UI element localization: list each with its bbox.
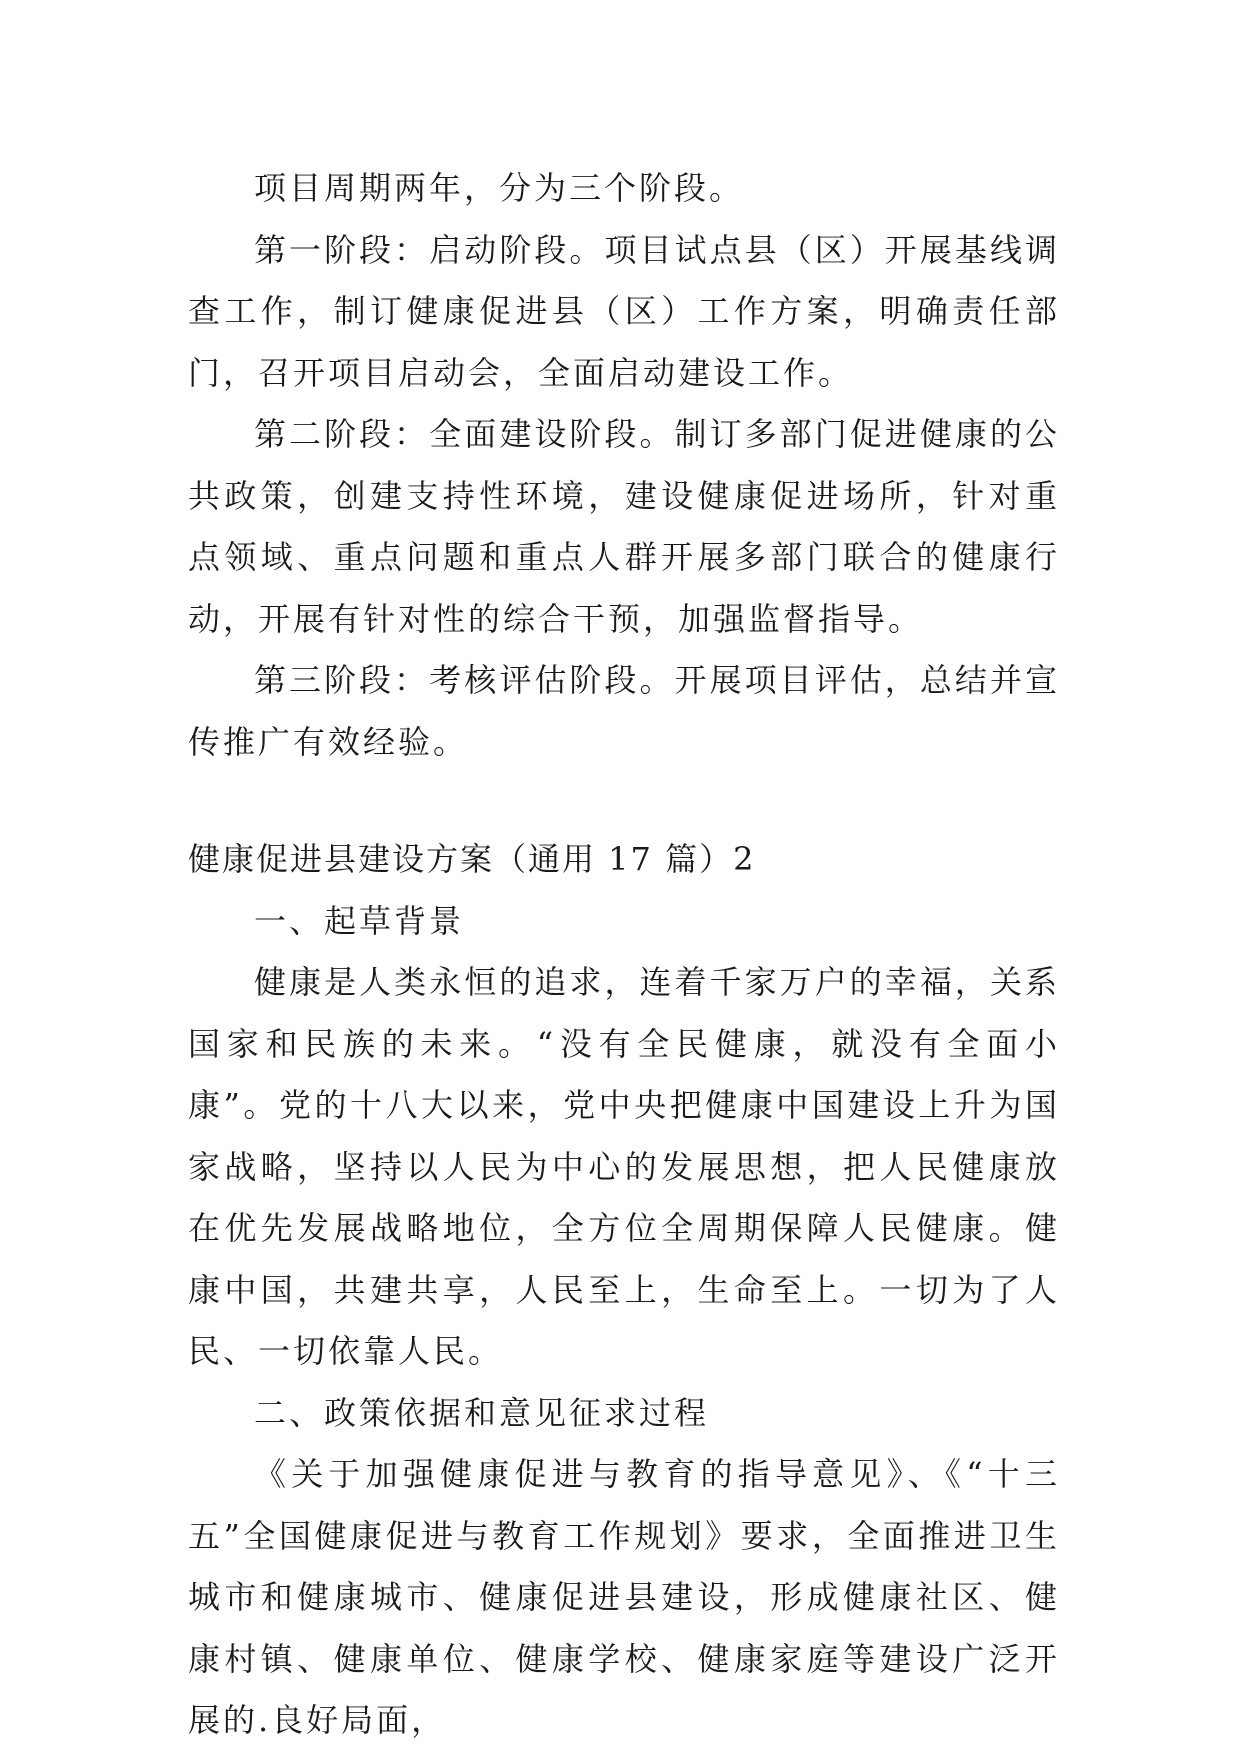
paragraph-phase-two: 第二阶段：全面建设阶段。制订多部门促进健康的公共政策，创建支持性环境，建设健康促进场所，针对重点领域、重点问题和重点人群开展多部门联合的健康行动，开展有针对性的综合干预，加强监督指导。 [188,415,1060,638]
paragraph-phase-three: 第三阶段：考核评估阶段。开展项目评估，总结并宣传推广有效经验。 [188,661,1060,761]
heading-policy-basis: 二、政策依据和意见征求过程 [254,1393,710,1432]
section-title: 健康促进县建设方案（通用 17 篇）2 [188,840,756,878]
paragraph-background: 健康是人类永恒的追求，连着千家万户的幸福，关系国家和民族的未来。“没有全民健康，就没有全面小康”。党的十八大以来，党中央把健康中国建设上升为国家战略，坚持以人民为中心的发展思想，把人民健康放在优先发展战略地位，全方位全周期保障人民健康。健康中国，共建共享，人民至上，生命至上。一切为了人民、一切依靠人民。 [188,963,1060,1370]
heading-background: 一、起草背景 [254,901,465,940]
paragraph-phase-one: 第一阶段：启动阶段。项目试点县（区）开展基线调查工作，制订健康促进县（区）工作方案，明确责任部门，召开项目启动会，全面启动建设工作。 [188,230,1060,392]
paragraph-project-period: 项目周期两年，分为三个阶段。 [254,169,745,207]
paragraph-policy-basis: 《关于加强健康促进与教育的指导意见》、《“十三五”全国健康促进与教育工作规划》要求，全面推进卫生城市和健康城市、健康促进县建设，形成健康社区、健康村镇、健康单位、健康学校、健康家庭等建设广泛开展的.良好局面， [188,1455,1060,1739]
document-page [188,158,1060,1752]
